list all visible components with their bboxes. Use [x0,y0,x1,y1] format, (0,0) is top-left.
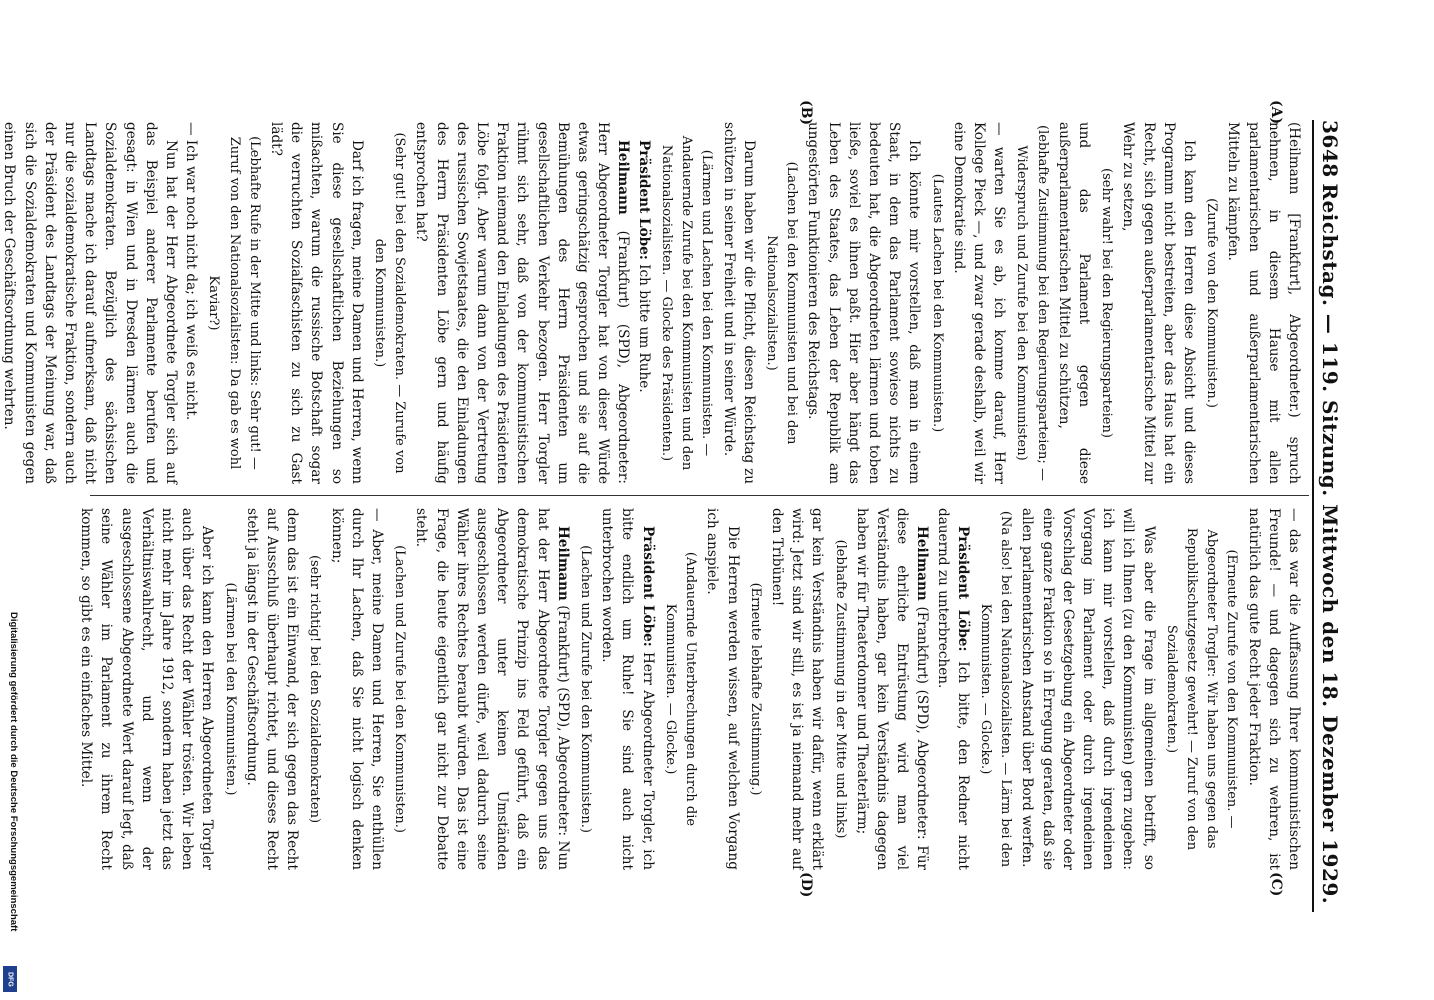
paragraph-text: — warten Sie es ab, ich komme darauf, Herr Kollege Pieck —, und zwar gerade deshalb, weil wir eine Demokratie sind. [950,122,1008,484]
page-number: 3648 [1318,120,1342,178]
interjection [660,508,700,870]
paragraph-text: Nun hat der Herr Abgeordnete Torgler sich auf das Beispiel anderer Parlamente berufen und gesagt: in Wien und in Dresden lärmen auch die Sozialdemokraten. Bezüglich des sächsischen Landtags mache ich darauf aufmerksam, daß nicht nur die sozialdemokratische Fraktion, sondern auch der Präsident des Landtags der Meinung war, daß sich die Sozialdemokraten und Kommunisten gegen einen Bruch der Geschäftsordnung wehrten. [1,122,180,484]
paragraph [634,122,654,484]
interjection [761,122,801,484]
margin-letter-c: (C) [1268,872,1284,897]
paragraph-text: Herr Abgeordneter Torgler, ich bitte endlich um Ruhe! Sie sind auch nicht unterbrochen worden. [599,508,656,870]
paragraph [949,122,1010,484]
paragraph [932,508,972,870]
interjection [975,508,1015,870]
paragraph [1017,508,1158,870]
paragraph [767,508,828,870]
interjection [1201,122,1221,484]
paragraph [852,508,933,870]
paragraph [411,122,633,484]
paragraph-text: (Sehr gut! bei den Sozialdemokraten. — Zurufe von den Kommunisten.) [372,132,408,474]
paragraph [1223,122,1304,484]
paragraph-text: — Aber, meine Damen und Herren, Sie enthüllen durch Ihr Lachen, daß Sie nicht logisch denken können; [328,508,386,870]
paragraph [181,122,201,484]
credit-text: Digitalisierung gefördert durch die Deutsche Forschungsgemeinschaft [8,612,19,932]
paragraph-text: (sehr wahr! bei den Regierungsparteien) [1099,168,1115,438]
header-rule [1312,120,1314,912]
interjection [389,508,409,870]
interjection [219,508,239,870]
paragraph-text: (Heilmann [Frankfurt], Abgeordneter.) spruch nehmen, in diesem Hause mit allen parlamentarischen und außerparlamentarischen Mitteln zu kämpfen. [1225,122,1302,484]
paragraph [326,508,387,870]
dfg-logo-icon: DFG [3,966,17,992]
right-text-column [76,508,1304,870]
paragraph-text: (Zurufe von den Kommunisten.) [1204,198,1220,408]
margin-letter-b: (B) [798,100,814,126]
left-text-column [0,122,1304,484]
interjection [1096,122,1116,484]
paragraph-text: und das Parlament gegen diese außerparlamentarischen Mittel zu schützen, [1055,122,1092,484]
paragraph [1243,508,1304,870]
paragraph-text: (lebhafte Zustimmung in der Mitte und links) [832,539,848,839]
paragraph [803,122,924,484]
digitization-credit [5,612,19,992]
interjection [575,508,595,870]
paragraph-text: Ich kann den Herren diese Absicht und dieses Programm nicht bestreiten, aber das Haus hat ein Recht, sich gegen außerparlamentarische Mittel zur Wehr zu setzen, [1120,122,1197,484]
interjection [656,122,717,484]
column-divider [90,495,1309,496]
paragraph-text: (Andauernde Unterbrechungen durch die Kommunisten. — Glocke.) [662,551,699,827]
paragraph-text: Die Herren werden wissen, auf welchen Vorgang ich anspiele. [704,508,741,870]
paragraph-text: (Lautes Lachen bei den Kommunisten.) [929,173,945,433]
paragraph-text: Ich bitte, den Redner nicht dauernd zu unterbrechen. [934,508,971,870]
paragraph [0,122,181,484]
interjection [745,508,765,870]
paragraph-text: Ich könnte mir vorstellen, daß man in einem Staat, in dem das Parlament sowieso nichts zu bedeuten hat, die Abgeordneten lärmen und toben ließe, soviel es ihnen paßt. Hier aber hängt das Leben des Staates, das Leben der Republik am ungestörten Funktionieren des Reichstags. [805,122,923,484]
paragraph [266,122,367,484]
speaker-name: Heilmann [615,140,632,215]
paragraph-text: (Lebhafte Rufe in der Mitte und links: Sehr gut! — Zuruf von den Nationalsozialisten: Da gab es wohl Kaviar?) [206,136,262,470]
speaker-name: Heilmann [914,526,931,601]
paragraph-text: (Frankfurt) (SPD), Abgeordneter: Herr Abgeordneter Torgler hat von dieser Würde etwas geringschätzig gesprochen und sie auf die Bemühungen des Herrn Präsidenten um gesellschaftlichen Verkehr bezogen. Herr Torgler rühmt sich sehr, daß von der kommunistischen Fraktion niemand den Einladungen des Präsidenten Löbe folgt. Aber warum dann von der Vertretung des russischen Sowjetstaates, die den Einladungen des Herrn Präsidenten Löbe gern und häufig entsprochen hat? [413,122,632,484]
paragraph [242,508,303,870]
interjection [203,122,264,484]
paragraph-text: (Na also! bei den Nationalsozialisten. — Lärm bei den Kommunisten. — Glocke.) [977,510,1014,868]
paragraph-text: (Frankfurt) (SPD), Abgeordneter: Für diese ehrliche Entrüstung wird man viel Verständnis haben, gar kein Verständnis dagegen haben wir für Theaterdonner und Theaterlärm; [853,508,931,870]
paragraph-text: gar kein Verständnis haben wir dafür, wenn erklärt wird: Jetzt sind wir still, es ist ja niemand mehr auf den Tribünen! [768,508,826,870]
paragraph-text: (Lachen bei den Kommunisten und bei den Nationalsozialisten.) [763,161,800,445]
paragraph-text: Darf ich fragen, meine Damen und Herren, wenn Sie diese gesellschaftlichen Beziehungen so mißachten, warum die russische Botschaft sogar die verruchten Sozialfaschisten zu sich zu Gast lädt? [268,122,365,484]
paragraph [597,508,658,870]
paragraph-text: — das war die Auffassung Ihrer kommunistischen Freunde! — und dagegen sich zu wehren, ist natürlich das gute Recht jeder Fraktion. [1245,508,1302,870]
paragraph-text: denn das ist ein Einwand, der sich gegen das Recht auf Ausschluß überhaupt richtet, und dieses Recht steht ja längst in der Geschäftsordnung. [243,508,301,870]
paragraph [1118,122,1199,484]
paragraph-text: (Frankfurt) (SPD), Abgeordneter: Nun hat der Herr Abgeordnete Torgler gegen uns das demokratische Prinzip ins Feld geführt, daß ein Abgeordneter unter keinen Umständen ausgeschlossen werden dürfe, weil dadurch seine Wähler ihres Rechtes beraubt würden. Das ist eine Frage, die heute eigentlich gar nicht zur Debatte steht. [413,508,571,870]
speaker-name: Heilmann [554,526,571,601]
page-title: Reichstag. — 119. Sitzung. Mittwoch den 18. Dezember 1929. [1318,183,1342,905]
paragraph-text: (Erneute lebhafte Zustimmung.) [747,582,763,796]
paragraph-text: (Lachen und Zurufe bei den Kommunisten.) [578,545,594,833]
interjection [1011,122,1051,484]
page-header [1318,120,1352,910]
paragraph-text: Aber ich kann den Herren Abgeordneten Torgler auch über das Recht der Wähler trösten. Wir leben nicht mehr im Jahre 1912, sondern haben jetzt das Verhältniswahlrecht, und wenn der ausgeschlossene Abgeordnete Wert darauf legt, daß seine Wähler im Parlament zu ihrem Recht kommen, so gibt es ein einfaches Mittel. [78,508,216,870]
interjection [926,122,946,484]
interjection [1161,508,1242,870]
paragraph-text: — Ich war noch nicht da; ich weiß es nicht. [183,122,200,421]
margin-letter-a: (A) [1268,100,1284,125]
interjection [829,508,849,870]
paragraph [76,508,217,870]
interjection [369,122,409,484]
paragraph [702,508,742,870]
margin-letter-d: (D) [798,872,814,898]
paragraph-text: Ich bitte um Ruhe. [635,259,652,393]
paragraph-text: (Lachen und Zurufe bei den Kommunisten.) [392,545,408,833]
paragraph-text: Was aber die Frage im allgemeinen betrifft, so will ich Ihnen (zu den Kommunisten) gern zugeben: ich kann mir vorstellen, daß durch irgendeinen Vorgang im Parlament oder durch irgendeinen Vorschlag der Gesetzgebung ein Abgeordneter oder eine ganze Fraktion so in Erregung geraten, daß sie allen parlamentarischen Anstand über Bord werfen. [1019,508,1157,870]
paragraph [1054,122,1094,484]
speaker-name: Präsident Löbe: [954,526,971,652]
speaker-name: Präsident Löbe: [639,526,656,647]
paragraph-text: (sehr richtig! bei den Sozialdemokraten) [307,554,323,824]
paragraph [411,508,573,870]
paragraph-text: (Erneute Zurufe von den Kommunisten. — Abgeordneter Torgler: Wir haben uns gegen das Republikschutzgesetz gewehrt! — Zuruf von den Sozialdemokraten.) [1163,527,1240,851]
paragraph-text: (Lärmen und Lachen bei den Kommunisten. — Andauernde Zurufe bei den Kommunisten und den Nationalsozialisten. — Glocke des Präsidenten.) [658,135,715,471]
speaker-name: Präsident Löbe: [635,140,652,260]
paragraph [718,122,758,484]
interjection [304,508,324,870]
paragraph-text: (Lärmen bei den Kommunisten.) [222,582,238,796]
paragraph-text: (lebhafte Zustimmung bei den Regierungsparteien; — Widerspruch und Zurufe bei den Kommunisten) [1014,125,1050,481]
paragraph-text: Darum haben wir die Pflicht, diesen Reichstag zu schützen in seiner Freiheit und in seiner Würde. [720,122,757,484]
